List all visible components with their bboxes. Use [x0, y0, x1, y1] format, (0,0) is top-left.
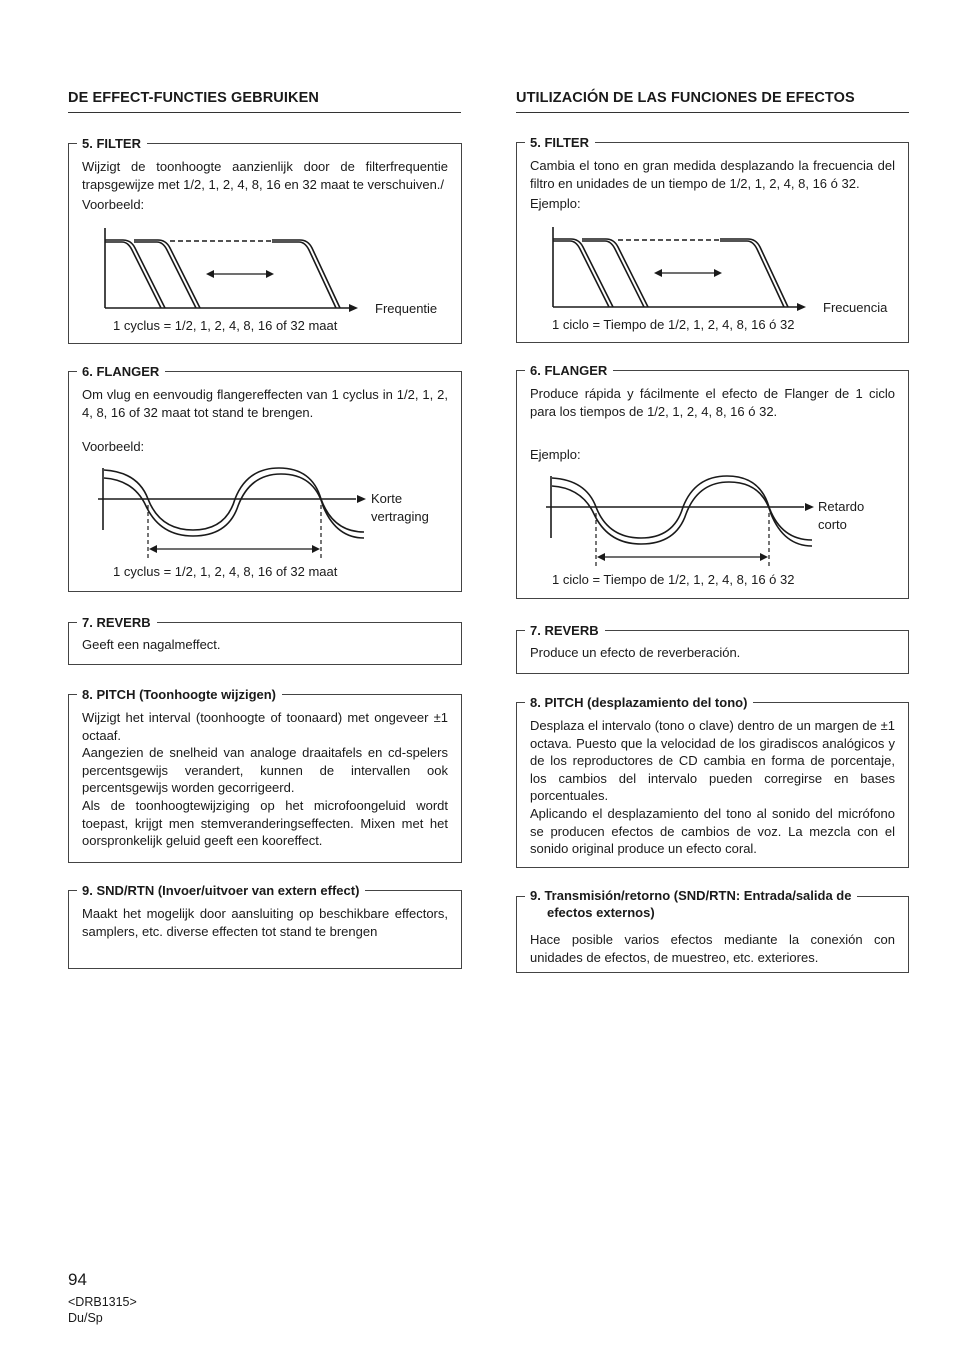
reverb-label-es: 7. REVERB [525, 622, 605, 639]
sndrtn-label-es [525, 888, 857, 921]
flanger-diagram-nl [68, 460, 462, 590]
reverb-section-nl [68, 615, 462, 665]
flanger-example-label-nl: Voorbeeld: [82, 439, 145, 455]
pitch-paragraph-1-es: Desplaza el intervalo (tono o clave) dentro de un margen de ±1 octava. Puesto que la velocidad de los giradiscos analógicos y de los reproductores de CD cambia en forma de porcentaje, los cambios del intervalo pueden corregirse en bases porcentuales. [530, 718, 895, 804]
flanger-axis-label-line1-es: Retardo [818, 499, 865, 514]
filter-axis-label-es: Frecuencia [823, 300, 888, 315]
reverb-text-es: Produce un efecto de reverberación. [530, 645, 741, 660]
pitch-paragraph-1-nl: Wijzigt het interval (toonhoogte of toonaard) met ongeveer ±1 octaaf. [82, 710, 448, 743]
pitch-paragraph-3-nl: Als de toonhoogtewijziging op het microfoongeluid wordt toepast, krijgt men stemveranderingseffecten. Mixen met het oorspronkelijk geluid geeft een kooreffect. [82, 797, 448, 849]
pitch-section-nl [68, 687, 462, 863]
sndrtn-label-nl: 9. SND/RTN (Invoer/uitvoer van extern effect) [77, 882, 365, 899]
filter-example-label-es: Ejemplo: [530, 196, 581, 212]
filter-example-label-nl: Voorbeeld: [82, 197, 145, 213]
doc-code-languages: Du/Sp [68, 1311, 103, 1325]
flanger-axis-label-line1-nl: Korte [371, 491, 403, 506]
left-column-heading: DE EFFECT-FUNCTIES GEBRUIKEN [68, 90, 461, 113]
filter-label-nl: 5. FILTER [77, 135, 147, 152]
flanger-text-es: Produce rápida y fácilmente el efecto de Flanger de 1 ciclo para los tiempos de 1/2, 1, 2, 4, 8, 16 ó 32. [530, 386, 895, 419]
filter-axis-label-nl: Frequentie [375, 301, 438, 316]
pitch-section-es [516, 695, 909, 868]
document-code [68, 1294, 137, 1326]
reverb-text-nl: Geeft een nagalmeffect. [82, 637, 221, 652]
flanger-label-es: 6. FLANGER [525, 362, 613, 379]
flanger-cycle-caption-es: 1 ciclo = Tiempo de 1/2, 1, 2, 4, 8, 16 ó 32 [552, 572, 795, 587]
sndrtn-text-nl: Maakt het mogelijk door aansluiting op beschikbare effectors, samplers, etc. diverse effecten tot stand te brengen [82, 906, 448, 939]
flanger-diagram-es [516, 468, 909, 597]
pitch-label-nl: 8. PITCH (Toonhoogte wijzigen) [77, 686, 282, 703]
sndrtn-text-es: Hace posible varios efectos mediante la conexión con unidades de efectos, de muestreo, etc. exteriores. [530, 932, 895, 965]
filter-cycle-caption-es: 1 ciclo = Tiempo de 1/2, 1, 2, 4, 8, 16 ó 32 [552, 317, 795, 332]
flanger-axis-label-line2-es: corto [818, 517, 847, 532]
filter-diagram-nl [68, 220, 462, 342]
flanger-axis-label-line2-nl: vertraging [371, 509, 429, 524]
flanger-cycle-caption-nl: 1 cyclus = 1/2, 1, 2, 4, 8, 16 of 32 maat [113, 564, 338, 579]
flanger-example-label-es: Ejemplo: [530, 447, 581, 463]
sndrtn-section-nl [68, 883, 462, 969]
reverb-section-es [516, 623, 909, 674]
sndrtn-section-es [516, 888, 909, 973]
sndrtn-label-line2-es: efectos externos) [547, 904, 655, 920]
filter-text-es: Cambia el tono en gran medida desplazando la frecuencia del filtro en unidades de un tiempo de 1/2, 1, 2, 4, 8, 16 ó 32. [530, 158, 895, 191]
filter-diagram-es [516, 219, 909, 341]
pitch-paragraph-2-nl: Aangezien de snelheid van analoge draaitafels en cd-spelers percentsgewijs verandert, kunnen de intervallen ook percentsgewijs worden gecorrigeerd. [82, 745, 448, 796]
flanger-label-nl: 6. FLANGER [77, 363, 165, 380]
pitch-label-es: 8. PITCH (desplazamiento del tono) [525, 694, 753, 711]
right-column-heading: UTILIZACIÓN DE LAS FUNCIONES DE EFECTOS [516, 90, 909, 113]
filter-cycle-caption-nl: 1 cyclus = 1/2, 1, 2, 4, 8, 16 of 32 maat [113, 318, 338, 333]
filter-text-nl: Wijzigt de toonhoogte aanzienlijk door de filterfrequentie trapsgewijze met 1/2, 1, 2, 4, 8, 16 en 32 maat te verschuiven./ [82, 159, 448, 192]
reverb-label-nl: 7. REVERB [77, 614, 157, 631]
flanger-text-nl: Om vlug en eenvoudig flangereffecten van 1 cyclus in 1/2, 1, 2, 4, 8, 16 of 32 maat tot stand te brengen. [82, 387, 448, 420]
page-number: 94 [68, 1270, 87, 1289]
doc-code-id: <DRB1315> [68, 1295, 137, 1309]
filter-label-es: 5. FILTER [525, 134, 595, 151]
sndrtn-label-line1-es: 9. Transmisión/retorno (SND/RTN: Entrada/salida de [530, 888, 852, 903]
pitch-paragraph-2-es: Aplicando el desplazamiento del tono al sonido del micrófono se producen efectos de cambios de voz. La mezcla con el sonido original produce un efecto coral. [530, 805, 895, 857]
